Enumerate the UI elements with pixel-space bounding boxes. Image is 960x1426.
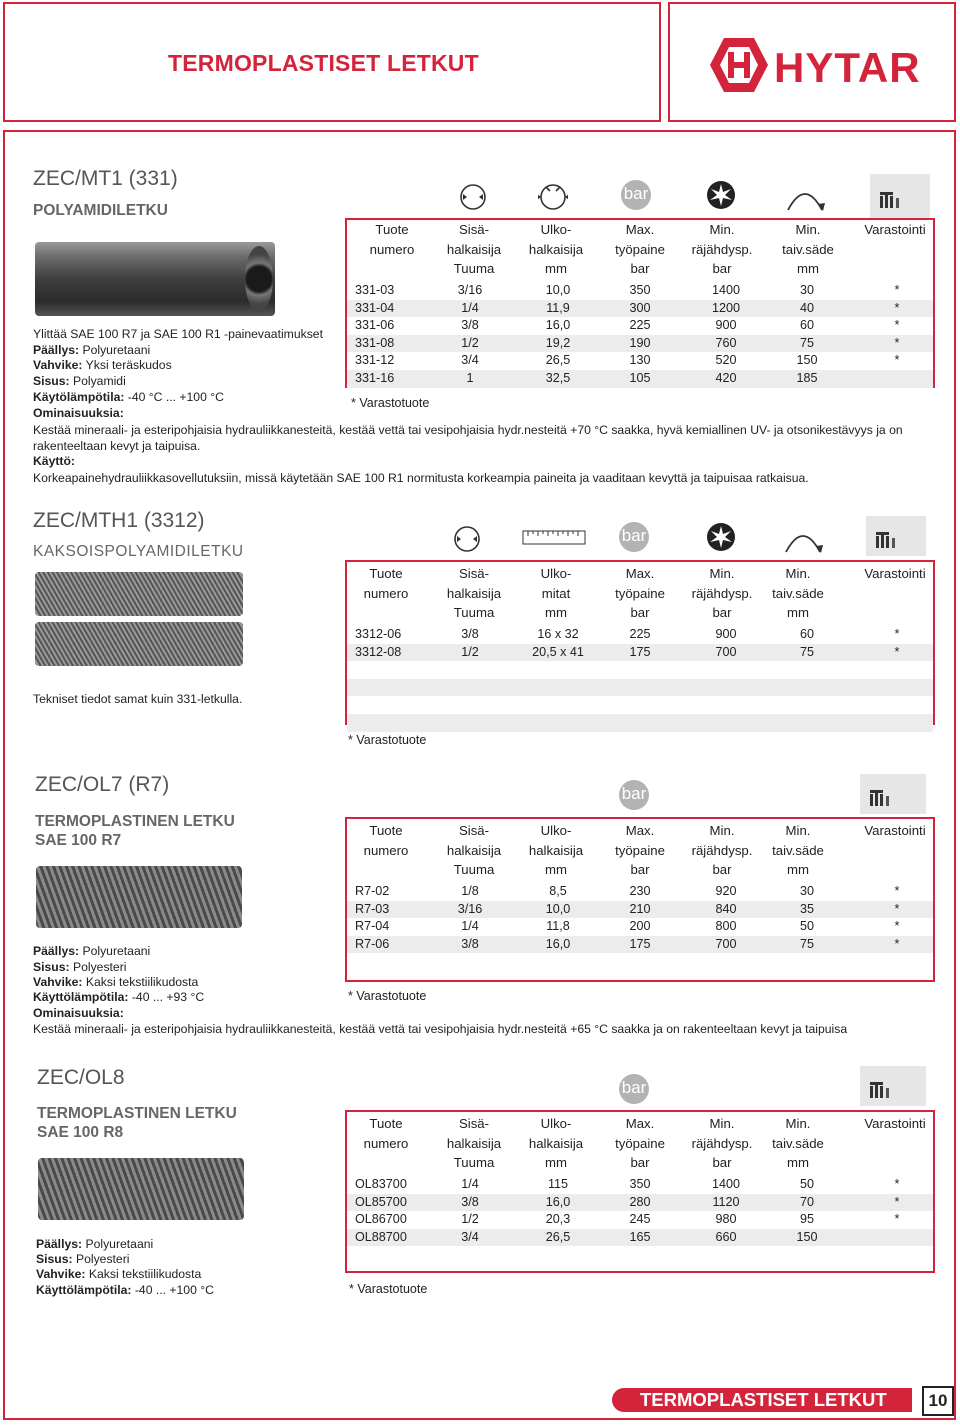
table-cell: 175 — [629, 644, 651, 659]
table-row — [347, 714, 933, 732]
table-row — [347, 317, 933, 335]
pressure-bar-icon: bar — [619, 780, 649, 810]
icon-row — [340, 172, 940, 220]
spec-line: Päällys: Polyuretaani — [36, 1237, 154, 1251]
inner-diameter-icon — [458, 182, 488, 212]
product-table: Tuote numero Sisä- halkaisija Tuuma Ulko- halkaisija mm Max. työpaine bar Min. räjähdysp. bar Min. taiv.säde mm Varastointi 331-03 3/16 10,0 350 1400 30 * 331-04 1/4 11,9 300 1200 40 * 331-06 3/8 16,0 225 900 60 * 331-08 1/2 19,2 190 760 75 * 331-12 3/4 26,5 130 520 150 * 331-16 1 32,5 105 420 185 — [345, 218, 935, 388]
use-label: Käyttö: — [33, 454, 75, 468]
table-cell: * — [894, 644, 900, 659]
spec-line: Käytölämpötila: -40 °C ... +100 °C — [33, 390, 224, 404]
table-cell: * — [894, 1212, 900, 1227]
table-row — [347, 953, 933, 971]
table-cell: 30 — [799, 884, 814, 898]
use-text: Korkeapainehydrauliikkasovellutuksiin, missä käytetään SAE 100 R1 normitusta korkeampia paineita ja vaaditaan kevyttä ja taipuisaa ratkaisua. — [33, 471, 809, 485]
stock-note: * Varastotuote — [351, 396, 430, 410]
table-cell: 200 — [629, 919, 651, 934]
table-cell: R7-02 — [355, 884, 390, 898]
table-cell: 700 — [715, 644, 737, 659]
table-cell: 420 — [715, 371, 737, 385]
burst-icon — [706, 180, 736, 210]
hose-image — [35, 622, 243, 666]
table-cell: 350 — [629, 1177, 651, 1191]
table-cell: 1/2 — [461, 335, 479, 350]
table-cell: 3/8 — [461, 936, 479, 951]
table-cell: R7-04 — [355, 919, 390, 934]
table-cell: OL85700 — [355, 1194, 407, 1209]
table-cell: 3/8 — [461, 318, 479, 333]
table-cell: 16 x 32 — [537, 627, 579, 641]
page-number: 10 — [922, 1386, 954, 1416]
table-cell: 3/8 — [461, 1194, 479, 1209]
table-cell: 11,8 — [546, 919, 570, 934]
table-row — [347, 644, 933, 662]
table-cell: 1/4 — [461, 1177, 479, 1191]
table-cell: 16,0 — [545, 1194, 571, 1209]
spec-line: Käyttölämpötila: -40 ... +100 °C — [36, 1283, 214, 1297]
table-cell: 60 — [799, 318, 814, 333]
table-cell: 920 — [715, 884, 737, 898]
properties-label: Ominaisuuksia: — [33, 406, 124, 420]
spec-line: Vahvike: Yksi teräskudos — [33, 358, 172, 372]
table-row — [347, 1211, 933, 1229]
table-cell: 26,5 — [545, 1229, 571, 1244]
table-row — [347, 1229, 933, 1247]
table-cell: 230 — [629, 884, 651, 898]
table-row — [347, 918, 933, 936]
spec-line: Sisus: Polyamidi — [33, 374, 126, 388]
table-cell: 350 — [629, 283, 651, 297]
icon-row — [340, 1064, 940, 1112]
section-title: ZEC/OL7 (R7) — [35, 773, 170, 796]
icon-row — [340, 514, 940, 562]
table-cell: 1/2 — [461, 644, 479, 659]
table-row — [347, 352, 933, 370]
table-cell: 1/4 — [461, 919, 479, 934]
stock-note: * Varastotuote — [348, 733, 427, 747]
table-cell: 3312-06 — [355, 627, 402, 641]
table-cell: 840 — [715, 901, 737, 916]
table-cell: * — [894, 353, 900, 368]
table-cell: 185 — [796, 371, 818, 385]
table-cell: 1 — [466, 371, 474, 385]
stock-icon — [860, 1066, 926, 1106]
table-cell: 70 — [799, 1194, 814, 1209]
footer-title: TERMOPLASTISET LETKUT — [640, 1389, 887, 1410]
table-row — [347, 936, 933, 954]
inner-diameter-icon — [452, 524, 482, 554]
spec-line: Vahvike: Kaksi tekstiilikudosta — [36, 1267, 202, 1281]
brand-name: HYTAR — [774, 44, 921, 91]
pressure-bar-icon: bar — [619, 1074, 649, 1104]
stock-icon — [870, 174, 930, 218]
table-cell: OL86700 — [355, 1212, 407, 1227]
table-cell: 225 — [629, 627, 651, 641]
table-cell: 331-04 — [355, 300, 395, 315]
table-row — [347, 335, 933, 353]
table-cell: 150 — [796, 1229, 818, 1244]
spec-line: Sisus: Polyesteri — [33, 960, 127, 974]
table-row — [347, 300, 933, 318]
table-row — [347, 282, 933, 300]
icon-row — [340, 772, 940, 820]
table-cell: 3/16 — [457, 901, 483, 916]
table-cell: * — [894, 919, 900, 934]
table-cell: * — [894, 283, 900, 297]
table-cell: 900 — [715, 627, 737, 641]
pressure-bar-icon: bar — [621, 180, 651, 210]
table-cell: 75 — [799, 335, 814, 350]
table-cell: 1200 — [711, 300, 741, 315]
table-cell: 245 — [629, 1212, 651, 1227]
table-cell: 1120 — [712, 1194, 740, 1209]
hose-image — [35, 572, 243, 616]
section-title: ZEC/OL8 — [37, 1066, 125, 1089]
table-cell: 1400 — [711, 1177, 741, 1191]
table-cell: 700 — [715, 936, 737, 951]
section-subtitle: TERMOPLASTINEN LETKU SAE 100 R7 — [35, 813, 235, 849]
product-table: Tuote numero Sisä- halkaisija Tuuma Ulko- mitat mm Max. työpaine bar Min. räjähdysp. bar Min. taiv.säde mm Varastointi 3312-06 3/8 16 x 32 225 900 60 * 3312-08 1/2 20,5 x 41 175 700 75 * — [345, 560, 935, 725]
table-cell: 3/8 — [461, 627, 479, 641]
section-note: Tekniset tiedot samat kuin 331-letkulla. — [33, 692, 243, 706]
table-cell: 175 — [629, 936, 651, 951]
table-row — [347, 679, 933, 697]
table-cell: 165 — [629, 1229, 651, 1244]
spec-intro: Ylittää SAE 100 R7 ja SAE 100 R1 -painevaatimukset — [33, 327, 323, 341]
table-cell: 95 — [799, 1212, 814, 1227]
table-cell: * — [894, 335, 900, 350]
table-row — [347, 696, 933, 714]
outer-diameter-icon — [538, 182, 568, 212]
table-cell: 150 — [796, 353, 818, 368]
table-cell: 20,3 — [545, 1212, 571, 1227]
hose-image — [38, 1158, 244, 1220]
page-title: TERMOPLASTISET LETKUT — [168, 50, 479, 76]
hose-image — [35, 242, 275, 316]
table-cell: 60 — [799, 627, 814, 641]
properties-text: Kestää mineraali- ja esteripohjaisia hydrauliikkanesteitä, kestää vettä tai vesipohjaisia hydr.nesteitä +70 °C saakka, hyvä kemiallinen UV- ja otsonikestävyys ja on rakenteeltaan kevyt ja taipuisa. — [33, 423, 903, 453]
table-cell: 35 — [799, 901, 814, 916]
table-cell: * — [894, 300, 900, 315]
table-cell: 30 — [799, 283, 814, 297]
burst-icon — [706, 522, 736, 552]
table-cell: 1/4 — [461, 300, 479, 315]
product-table: Tuote numero Sisä- halkaisija Tuuma Ulko- halkaisija mm Max. työpaine bar Min. räjähdysp. bar Min. taiv.säde mm Varastointi OL83700 1/4 115 350 1400 50 * OL85700 3/8 16,0 280 1120 70 * OL86700 1/2 20,3 245 980 95 * OL88700 3/4 26,5 165 660 150 — [345, 1110, 935, 1273]
table-cell: 50 — [799, 919, 814, 934]
table-cell: R7-06 — [355, 936, 390, 951]
table-cell: 8,5 — [549, 884, 567, 898]
bend-radius-icon — [784, 184, 826, 214]
spec-line: Päällys: Polyuretaani — [33, 343, 151, 357]
table-cell: 331-06 — [355, 318, 395, 333]
table-cell: OL83700 — [355, 1177, 407, 1191]
table-cell: 3/4 — [461, 1229, 479, 1244]
table-cell: * — [894, 627, 900, 641]
table-cell: 32,5 — [545, 371, 571, 385]
table-row — [347, 661, 933, 679]
table-cell: 520 — [715, 353, 737, 368]
spec-line: Sisus: Polyesteri — [36, 1252, 130, 1266]
table-cell: 16,0 — [545, 936, 571, 951]
table-cell: 800 — [715, 919, 737, 934]
stock-icon — [860, 774, 926, 814]
table-cell: * — [894, 884, 900, 898]
table-cell: 50 — [799, 1177, 814, 1191]
table-cell: 300 — [629, 300, 651, 315]
table-row — [347, 883, 933, 901]
table-cell: 105 — [629, 371, 651, 385]
table-cell: R7-03 — [355, 901, 390, 916]
table-row — [347, 370, 933, 388]
table-cell: 225 — [629, 318, 651, 333]
spec-line: Vahvike: Kaksi tekstiilikudosta — [33, 975, 199, 989]
table-cell: 980 — [715, 1212, 737, 1227]
table-cell: 280 — [629, 1194, 651, 1209]
table-cell: 75 — [799, 644, 814, 659]
table-cell: 115 — [547, 1177, 569, 1191]
section-subtitle: POLYAMIDILETKU — [33, 202, 168, 219]
table-cell: 1/8 — [461, 884, 479, 898]
table-cell: 19,2 — [545, 335, 571, 350]
table-cell: 3/4 — [461, 353, 479, 368]
table-cell: 75 — [799, 936, 814, 951]
table-cell: 760 — [715, 335, 737, 350]
table-row — [347, 1194, 933, 1212]
table-cell: 16,0 — [545, 318, 571, 333]
table-cell: 20,5 x 41 — [532, 644, 584, 659]
table-cell: 660 — [715, 1229, 737, 1244]
table-cell: * — [894, 1177, 900, 1191]
table-cell: * — [894, 1194, 900, 1209]
spec-line: Päällys: Polyuretaani — [33, 944, 151, 958]
table-cell: * — [894, 901, 900, 916]
table-cell: 331-08 — [355, 335, 395, 350]
table-cell: 190 — [629, 335, 651, 350]
stock-note: * Varastotuote — [349, 1282, 428, 1296]
table-cell: 1/2 — [461, 1212, 479, 1227]
section-title: ZEC/MT1 (331) — [33, 167, 178, 190]
table-cell: 331-12 — [355, 353, 395, 368]
properties-label: Ominaisuuksia: — [33, 1006, 124, 1020]
properties-text: Kestää mineraali- ja esteripohjaisia hydrauliikkanesteitä, kestää vettä tai vesipohjaisia hydr.nesteitä +65 °C saakka ja on rakenteeltaan kevyt ja taipuisa — [33, 1022, 848, 1036]
table-cell: 1400 — [711, 283, 741, 297]
table-cell: 40 — [799, 300, 814, 315]
table-cell: 10,0 — [545, 901, 571, 916]
table-cell: OL88700 — [355, 1229, 407, 1244]
pressure-bar-icon: bar — [619, 522, 649, 552]
bend-radius-icon — [782, 526, 824, 556]
stock-note: * Varastotuote — [348, 989, 427, 1003]
table-row — [347, 1246, 933, 1264]
table-cell: 26,5 — [545, 353, 571, 368]
table-cell: 130 — [629, 353, 651, 368]
table-row — [347, 626, 933, 644]
table-cell: * — [894, 318, 900, 333]
table-cell: 3/16 — [457, 283, 483, 297]
table-cell: 3312-08 — [355, 644, 402, 659]
table-cell: 331-03 — [355, 283, 395, 297]
table-cell: * — [894, 936, 900, 951]
table-row — [347, 901, 933, 919]
section-title: ZEC/MTH1 (3312) — [33, 509, 205, 532]
table-cell: 331-16 — [355, 371, 395, 385]
table-cell: 210 — [629, 901, 651, 916]
section-subtitle: TERMOPLASTINEN LETKU SAE 100 R8 — [37, 1105, 237, 1141]
hytar-logo — [706, 32, 934, 98]
table-cell: 11,9 — [546, 300, 570, 315]
table-row — [347, 1176, 933, 1194]
table-cell: 10,0 — [545, 283, 571, 297]
section-subtitle: KAKSOISPOLYAMIDILETKU — [33, 543, 244, 560]
stock-icon — [866, 516, 926, 556]
table-cell: 900 — [715, 318, 737, 333]
product-table: Tuote numero Sisä- halkaisija Tuuma Ulko- halkaisija mm Max. työpaine bar Min. räjähdysp. bar Min. taiv.säde mm Varastointi R7-02 1/8 8,5 230 920 30 * R7-03 3/16 10,0 210 840 35 * R7-04 1/4 11,8 200 800 50 * R7-06 3/8 16,0 175 700 75 * — [345, 817, 935, 982]
spec-line: Käyttölämpötila: -40 ... +93 °C — [33, 990, 205, 1004]
ruler-icon — [522, 530, 586, 546]
hose-image — [36, 866, 242, 928]
